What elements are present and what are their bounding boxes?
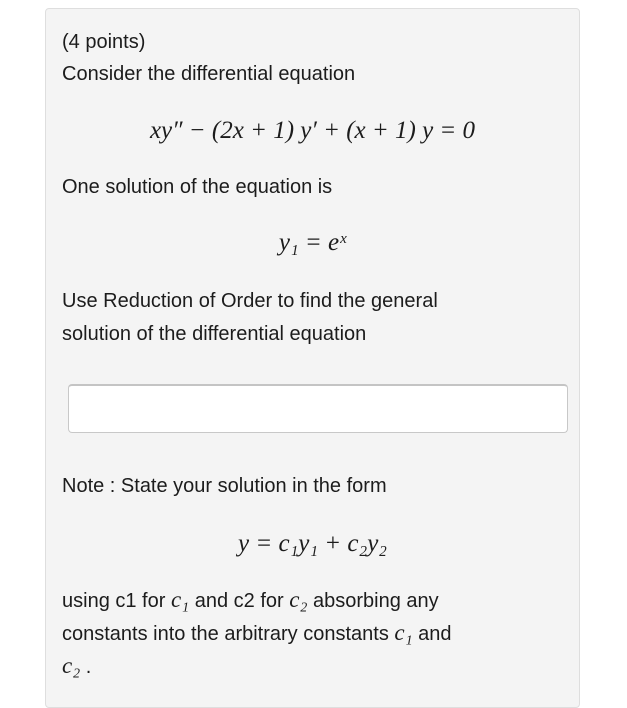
differential-equation: xy″ − (2x + 1) y′ + (x + 1) y = 0 (149, 117, 476, 144)
using-line-3: c₂ . (62, 653, 92, 678)
solution-form: y = c₁y₁ + c₂y₂ (238, 530, 387, 557)
known-solution: y₁ = eˣ (278, 229, 347, 256)
using-line-1 (62, 588, 439, 613)
solution-intro-text: One solution of the equation is (62, 176, 333, 198)
note-text: Note : State your solution in the form (62, 475, 387, 497)
task-line-1: Use Reduction of Order to find the general (62, 290, 438, 312)
c2-symbol: c₂ (289, 587, 308, 612)
task-line-2: solution of the differential equation (62, 323, 367, 345)
c1-symbol: c₁ (170, 587, 190, 612)
text: using c1 for (62, 590, 171, 612)
points-label: (4 points) (62, 31, 146, 53)
text: and (412, 623, 452, 645)
text: constants into the arbitrary constants (62, 623, 395, 645)
text: absorbing any (307, 590, 439, 612)
c1-symbol: c₁ (394, 620, 413, 645)
intro-text: Consider the differential equation (62, 63, 356, 85)
c2-symbol: c₂ (62, 653, 81, 678)
text: and c2 for (189, 590, 290, 612)
using-line-2 (62, 621, 452, 646)
answer-input[interactable] (68, 384, 568, 433)
